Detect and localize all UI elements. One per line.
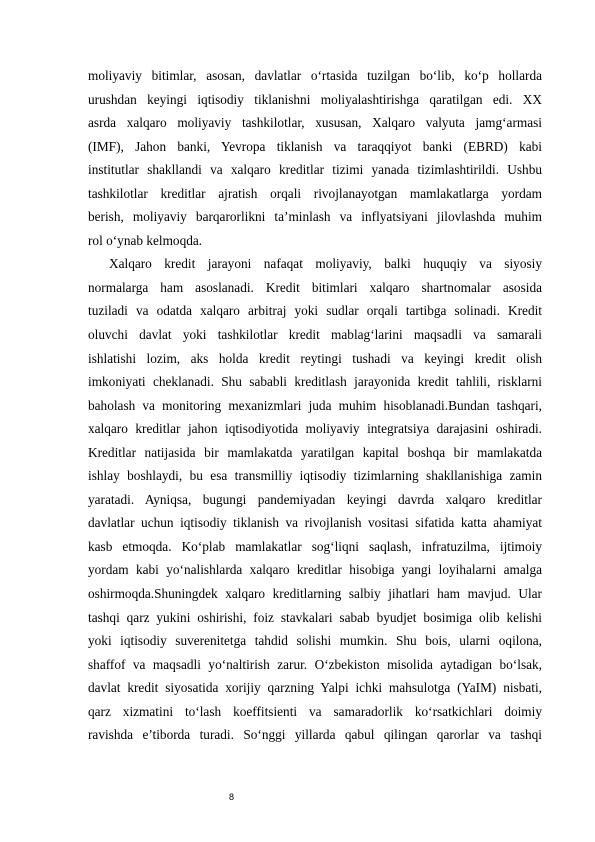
text-line: yaratadi. Ayniqsa, bugungi pandemiyadan keyingi davrda xalqaro kreditlar	[88, 491, 542, 507]
text-line: institutlar shakllandi va xalqaro kreditlar tizimi yanada tizimlashtirildi. Ushbu	[88, 162, 542, 178]
text-line: qarz xizmatini to‘lash koeffitsienti va samaradorlik ko‘rsatkichlari doimiy	[88, 703, 542, 719]
text-line: yordam kabi yo‘nalishlarda xalqaro kreditlar hisobiga yangi loyihalarni amalga	[88, 562, 542, 578]
text-line: baholash va monitoring mexanizmlari juda muhim hisoblanadi.Bundan tashqari,	[88, 397, 542, 413]
text-line: moliyaviy bitimlar, asosan, davlatlar o‘rtasida tuzilgan bo‘lib, ko‘p hollarda	[88, 68, 542, 83]
text-line: tashqi qarz yukini oshirishi, foiz stavkalari sabab byudjet bosimiga olib kelishi	[88, 609, 542, 625]
text-line: asrda xalqaro moliyaviy tashkilotlar, xususan, Xalqaro valyuta jamg‘armasi	[88, 115, 542, 131]
text-line: berish, moliyaviy barqarorlikni ta’minlash va inflyatsiyani jilovlashda muhim	[88, 209, 542, 225]
text-line: oshirmoqda.Shuningdek xalqaro kreditlarning salbiy jihatlari ham mavjud. Ular	[88, 586, 542, 602]
paragraph-first-line: Xalqaro kredit jarayoni nafaqat moliyaviy, balki huquqiy va siyosiy	[109, 256, 542, 272]
text-line: normalarga ham asoslanadi. Kredit bitimlari xalqaro shartnomalar asosida	[88, 279, 542, 295]
body-text	[88, 64, 542, 747]
text-line: shaffof va maqsadli yo‘naltirish zarur. O‘zbekiston misolida aytadigan bo‘lsak,	[88, 656, 542, 672]
text-line: imkoniyati cheklanadi. Shu sababli kreditlash jarayonida kredit tahlili, risklarni	[88, 374, 542, 390]
text-line: oluvchi davlat yoki tashkilotlar kredit mablag‘larini maqsadli va samarali	[88, 327, 542, 343]
text-line: urushdan keyingi iqtisodiy tiklanishni moliyalashtirishga qaratilgan edi. XX	[88, 91, 542, 107]
text-line: rol o‘ynab kelmoqda.	[88, 232, 203, 248]
text-line: kasb etmoqda. Ko‘plab mamlakatlar sog‘liqni saqlash, infratuzilma, ijtimoiy	[88, 538, 542, 554]
text-line: tuziladi va odatda xalqaro arbitraj yoki sudlar orqali tartibga solinadi. Kredit	[88, 303, 542, 319]
text-line: davlat kredit siyosatida xorijiy qarzning Yalpi ichki mahsulotga (YaIM) nisbati,	[88, 680, 542, 696]
text-line: davlatlar uchun iqtisodiy tiklanish va rivojlanish vositasi sifatida katta ahamiyat	[88, 515, 542, 531]
text-line: (IMF), Jahon banki, Yevropa tiklanish va taraqqiyot banki (EBRD) kabi	[88, 138, 542, 154]
text-line: ravishda e’tiborda turadi. So‘nggi yillarda qabul qilingan qarorlar va tashqi	[88, 727, 542, 743]
text-line: tashkilotlar kreditlar ajratish orqali rivojlanayotgan mamlakatlarga yordam	[88, 185, 542, 201]
text-line: Kreditlar natijasida bir mamlakatda yaratilgan kapital boshqa bir mamlakatda	[88, 444, 542, 460]
text-line: xalqaro kreditlar jahon iqtisodiyotida moliyaviy integratsiya darajasini oshiradi.	[88, 421, 542, 437]
text-line: ishlay boshlaydi, bu esa transmilliy iqtisodiy tizimlarning shakllanishiga zamin	[88, 468, 542, 484]
text-line: yoki iqtisodiy suverenitetga tahdid solishi mumkin. Shu bois, ularni oqilona,	[88, 633, 542, 649]
text-line: ishlatishi lozim, aks holda kredit reytingi tushadi va keyingi kredit olish	[88, 350, 542, 366]
page-number: 8	[229, 792, 235, 802]
